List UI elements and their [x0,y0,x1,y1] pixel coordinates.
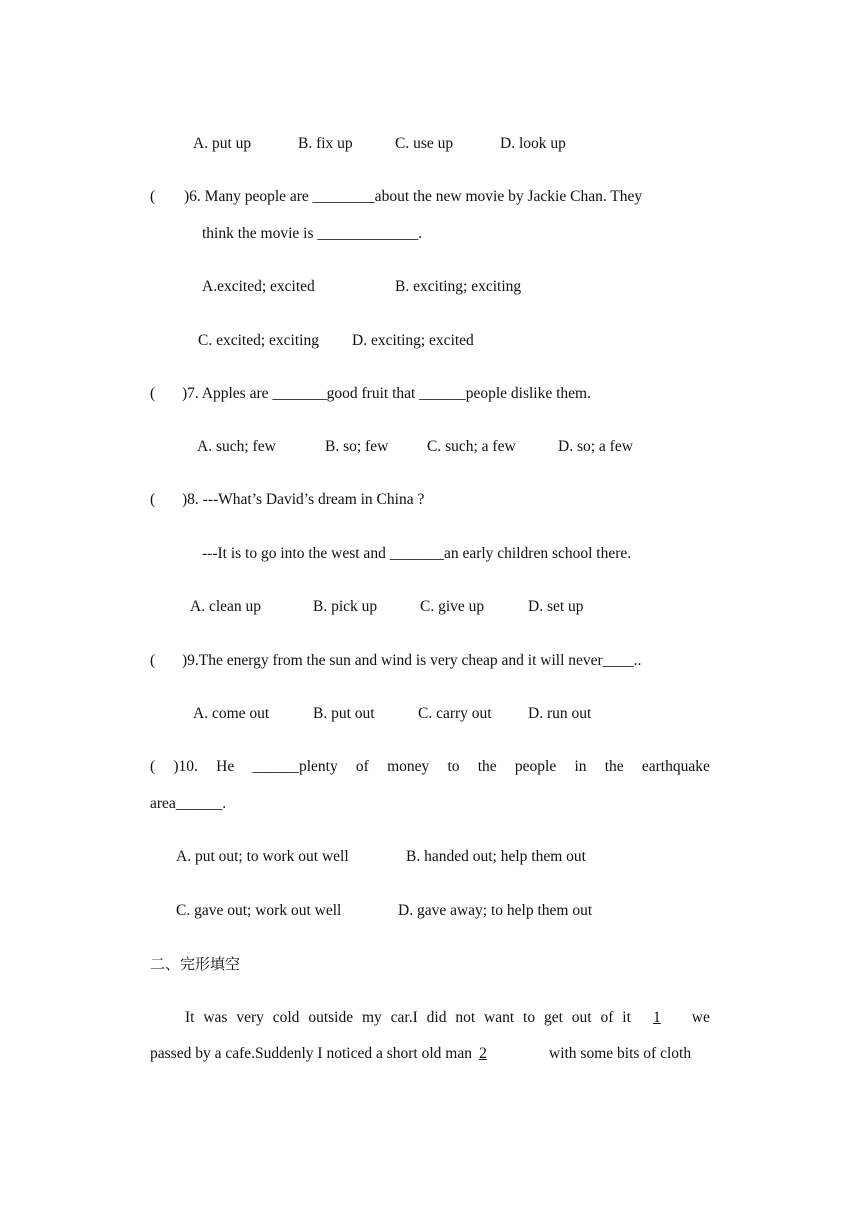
q10-word: ______plenty [252,758,338,775]
cloze-line2-a: passed by a cafe.Suddenly I noticed a short old man [150,1045,472,1062]
q10-word: He [216,758,235,775]
cloze-word: of [600,1009,614,1026]
q10-option-d: D. gave away; to help them out [398,902,593,919]
section-heading: 二、完形填空 [150,955,241,973]
cloze-word: was [203,1009,228,1026]
q8-option-b: B. pick up [313,598,378,615]
q6-paren: ( [150,188,156,205]
q10-word: earthquake [641,758,710,775]
cloze-line2 [150,1044,494,1064]
q6-stem-line2: think the movie is _____________. [202,225,423,242]
cloze-word: to [523,1009,536,1026]
q10-word: to [447,758,460,775]
cloze-line1 [185,1008,710,1028]
q8-answer-line: ---It is to go into the west and _______an early children school there. [202,545,632,562]
q5-option-d: D. look up [500,135,566,152]
q5-option-c: C. use up [395,135,454,152]
q10-word: )10. [173,758,198,775]
q9-option-d: D. run out [528,705,592,722]
q10-word: the [604,758,624,775]
q9-option-c: C. carry out [418,705,492,722]
q7-option-d: D. so; a few [558,438,633,455]
q6-stem-line1: )6. Many people are ________about the new movie by Jackie Chan. They [184,188,643,205]
q10-option-a: A. put out; to work out well [176,848,349,865]
q6-option-d: D. exciting; excited [352,332,474,349]
q10-word: in [574,758,587,775]
q10-stem-line1 [150,757,710,777]
q8-option-d: D. set up [528,598,584,615]
cloze-word: it [622,1009,631,1026]
q10-word: people [514,758,557,775]
q10-stem-line2: area______. [150,795,227,812]
q9-option-b: B. put out [313,705,375,722]
q5-option-b: B. fix up [298,135,353,152]
cloze-word: cold [272,1009,300,1026]
q8-option-c: C. give up [420,598,485,615]
q7-paren: ( [150,385,156,402]
q10-option-c: C. gave out; work out well [176,902,342,919]
cloze-word: did [426,1009,447,1026]
q5-option-a: A. put up [193,135,252,152]
cloze-word: car.I [390,1009,418,1026]
q10-option-b: B. handed out; help them out [406,848,586,865]
cloze-blank-1: 1 [653,1009,661,1026]
cloze-word: want [484,1009,515,1026]
q7-option-b: B. so; few [325,438,389,455]
cloze-word: outside [308,1009,354,1026]
cloze-word: not [455,1009,476,1026]
q10-word: of [355,758,369,775]
q8-option-a: A. clean up [190,598,262,615]
q10-word: ( [150,758,156,775]
q8-stem: )8. ---What’s David’s dream in China ? [182,491,425,508]
q10-word: money [387,758,430,775]
cloze-word: very [236,1009,264,1026]
q7-option-a: A. such; few [197,438,276,455]
q6-option-a: A.excited; excited [202,278,315,295]
q9-stem: )9.The energy from the sun and wind is very cheap and it will never____.. [182,652,642,669]
cloze-word: get [543,1009,563,1026]
cloze-blank-2: 2 [479,1045,487,1062]
q9-option-a: A. come out [193,705,270,722]
q7-option-c: C. such; a few [427,438,516,455]
q9-paren: ( [150,652,156,669]
cloze-word: my [361,1009,382,1026]
cloze-word: out [571,1009,592,1026]
q8-paren: ( [150,491,156,508]
cloze-line2-b: with some bits of cloth [549,1045,692,1062]
cloze-word: we [691,1009,710,1026]
q6-option-b: B. exciting; exciting [395,278,522,295]
q7-stem: )7. Apples are _______good fruit that ______people dislike them. [182,385,591,402]
q10-word: the [477,758,497,775]
q6-option-c: C. excited; exciting [198,332,319,349]
cloze-word: It [185,1009,195,1026]
cloze-it-blank-1 [622,1008,683,1028]
